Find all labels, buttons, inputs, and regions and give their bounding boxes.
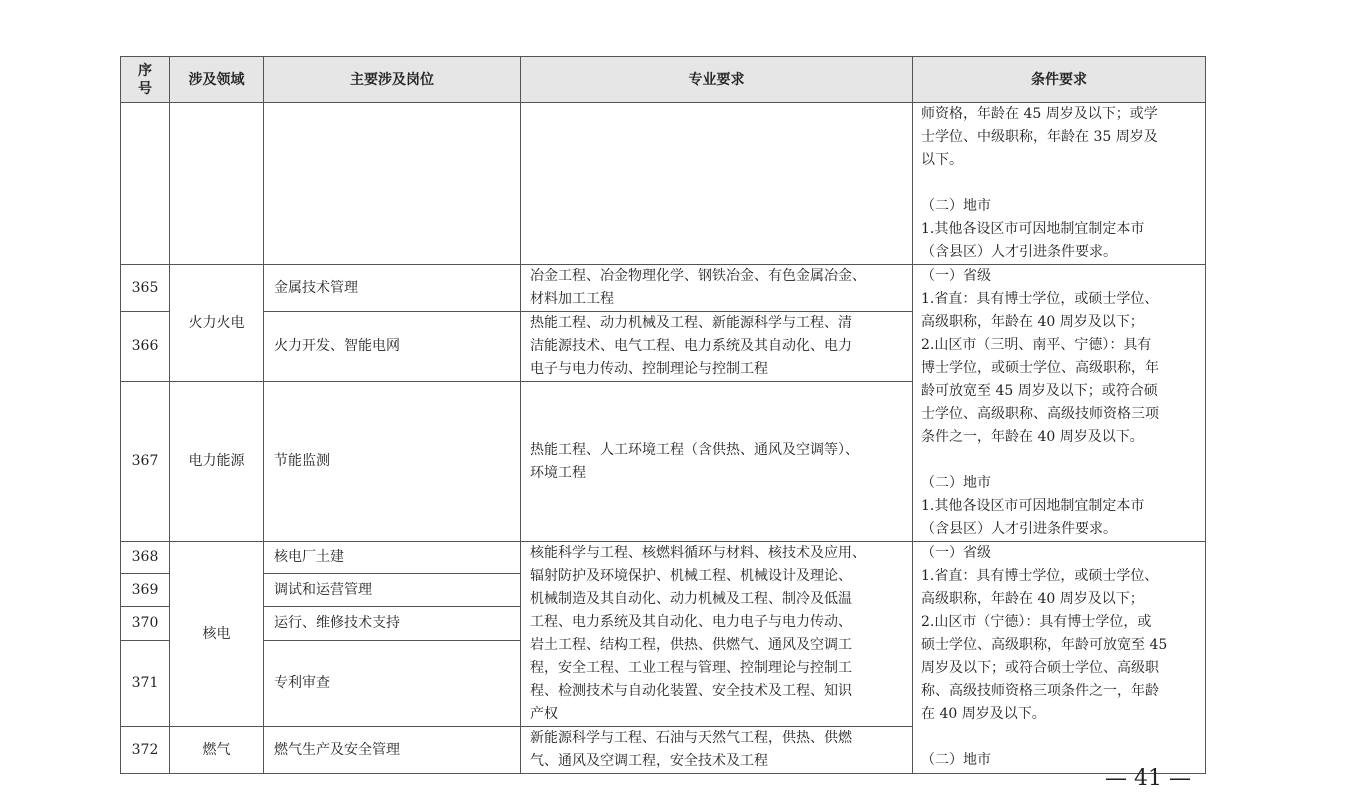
header-domain: 涉及领域	[170, 57, 264, 103]
cell-major: 核能科学与工程、核燃料循环与材料、核技术及应用、 辐射防护及环境保护、机械工程、机械设计及理论、 机械制造及其自动化、动力机械及工程、制冷及低温 工程、电力系统及其自动化、电力电子与电力传动、 岩土工程、结构工程，供热、供燃气、通风及空调工 程，安全工程、工业工程与管理、控制理论与控制工 程、检测技术与自动化装置、安全技术及工程、知识 产权	[521, 542, 913, 727]
cell-no: 368	[121, 542, 170, 574]
cell-no: 365	[121, 265, 170, 312]
cell-position: 核电厂土建	[264, 542, 521, 574]
cell-conditions-continued: 师资格，年龄在 45 周岁及以下；或学 士学位、中级职称，年龄在 35 周岁及 以下。 （二）地市 1.其他各设区市可因地制宜制定本市 （含县区）人才引进条件要求。	[913, 103, 1206, 265]
cell-no: 367	[121, 382, 170, 542]
cell-domain: 电力能源	[170, 382, 264, 542]
cell-no: 366	[121, 312, 170, 382]
page-number: — 41 —	[1105, 766, 1191, 791]
table-row-continuation	[121, 103, 1206, 265]
cell-conditions: （一）省级 1.省直：具有博士学位，或硕士学位、 高级职称，年龄在 40 周岁及以下； 2.山区市（三明、南平、宁德）：具有 博士学位，或硕士学位、高级职称，年 龄可放宽至 45 周岁及以下；或符合硕 士学位、高级职称、高级技师资格三项 条件之一，年龄在 40 周岁及以下。 （二）地市 1.其他各设区市可因地制宜制定本市 （含县区）人才引进条件要求。	[913, 265, 1206, 542]
table-row	[121, 542, 1206, 574]
cell-position: 燃气生产及安全管理	[264, 727, 521, 774]
cell-no: 372	[121, 727, 170, 774]
cell-no: 370	[121, 607, 170, 641]
cell-position: 火力开发、智能电网	[264, 312, 521, 382]
cell-position: 专利审查	[264, 641, 521, 727]
cell-empty	[121, 103, 170, 265]
cell-major: 热能工程、人工环境工程（含供热、通风及空调等）、 环境工程	[521, 382, 913, 542]
header-positions: 主要涉及岗位	[264, 57, 521, 103]
header-conditions: 条件要求	[913, 57, 1206, 103]
cell-major: 冶金工程、冶金物理化学、钢铁冶金、有色金属冶金、 材料加工工程	[521, 265, 913, 312]
cell-conditions: （一）省级 1.省直：具有博士学位，或硕士学位、 高级职称，年龄在 40 周岁及以下； 2.山区市（宁德）：具有博士学位，或 硕士学位、高级职称，年龄可放宽至 45 周岁及以下；或符合硕士学位、高级职 称、高级技师资格三项条件之一，年龄 在 40 周岁及以下。 （二）地市	[913, 542, 1206, 774]
cell-major: 新能源科学与工程、石油与天然气工程，供热、供燃 气、通风及空调工程，安全技术及工程	[521, 727, 913, 774]
cell-empty	[521, 103, 913, 265]
cell-position: 运行、维修技术支持	[264, 607, 521, 641]
talent-requirements-table	[120, 56, 1206, 774]
cell-empty	[264, 103, 521, 265]
cell-domain: 火力火电	[170, 265, 264, 382]
cell-position: 节能监测	[264, 382, 521, 542]
cell-domain: 核电	[170, 542, 264, 727]
header-no: 序 号	[121, 57, 170, 103]
cell-domain: 燃气	[170, 727, 264, 774]
cell-empty	[170, 103, 264, 265]
cell-no: 371	[121, 641, 170, 727]
header-major: 专业要求	[521, 57, 913, 103]
header-row	[121, 57, 1206, 103]
cell-major: 热能工程、动力机械及工程、新能源科学与工程、清 洁能源技术、电气工程、电力系统及其自动化、电力 电子与电力传动、控制理论与控制工程	[521, 312, 913, 382]
cell-position: 金属技术管理	[264, 265, 521, 312]
cell-position: 调试和运营管理	[264, 573, 521, 607]
table-row	[121, 265, 1206, 312]
cell-no: 369	[121, 573, 170, 607]
